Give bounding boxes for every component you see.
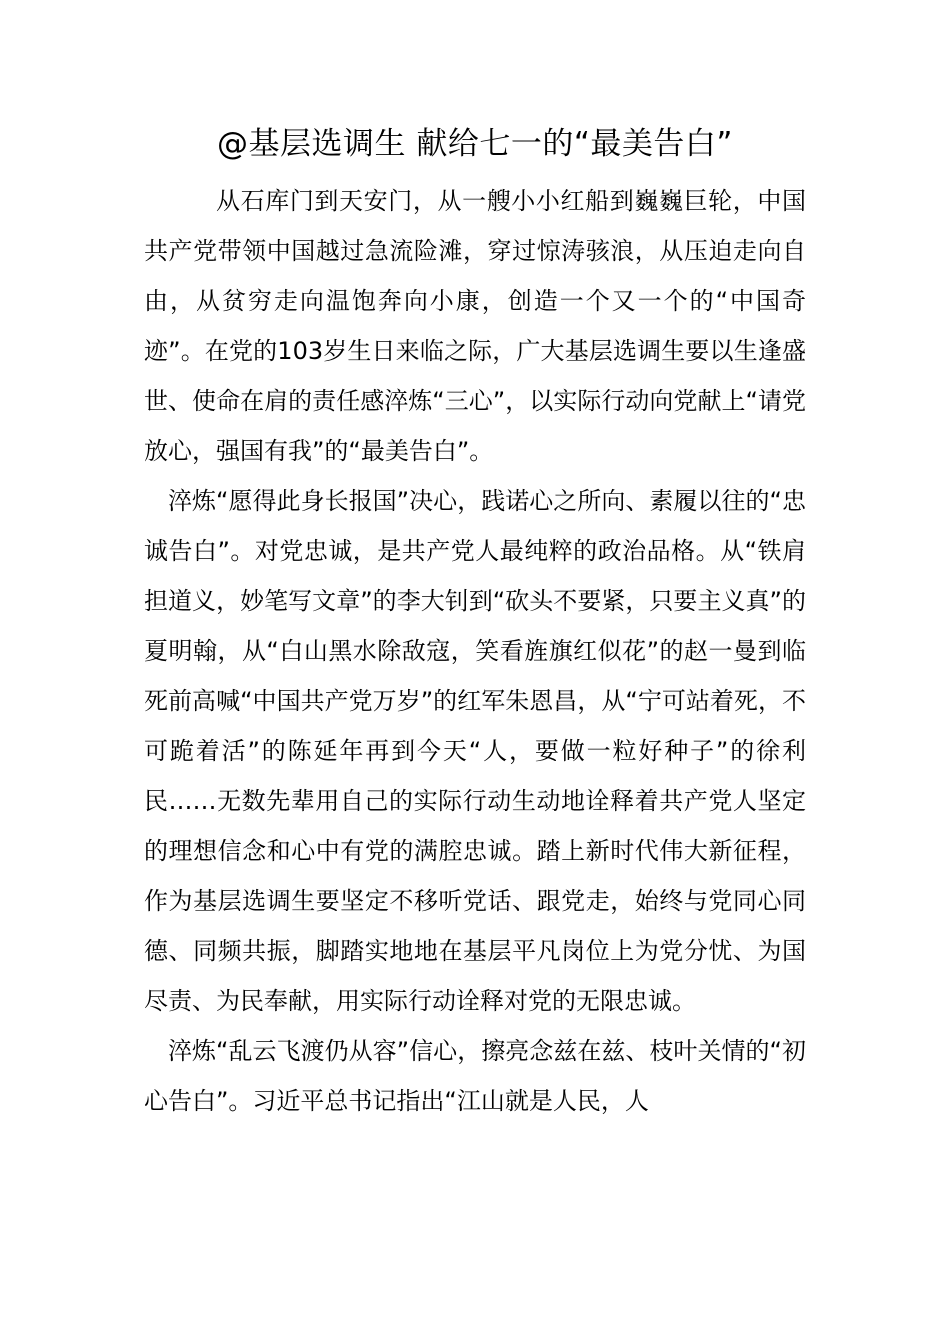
- document-title: @基层选调生 献给七一的“最美告白”: [217, 126, 733, 162]
- document-body: [144, 176, 806, 1126]
- paragraph-original-aspiration: 淬炼“乱云飞渡仍从容”信心，擦亮念兹在兹、枝叶关情的“初心告白”。习近平总书记指出“江山就是人民，人: [144, 1037, 806, 1115]
- paragraph-intro: 从石库门到天安门，从一艘小小红船到巍巍巨轮，中国共产党带领中国越过急流险滩，穿过惊涛骇浪，从压迫走向自由，从贫穷走向温饱奔向小康，创造一个又一个的“中国奇迹”。在党的103岁生日来临之际，广大基层选调生要以生逢盛世、使命在肩的责任感淬炼“三心”，以实际行动向党献上“请党放心，强国有我”的“最美告白”。: [144, 187, 806, 465]
- paragraph-loyalty: 淬炼“愿得此身长报国”决心，践诺心之所向、素履以往的“忠诚告白”。对党忠诚，是共产党人最纯粹的政治品格。从“铁肩担道义，妙笔写文章”的李大钊到“砍头不要紧，只要主义真”的夏明翰，从“白山黑水除敌寇，笑看旌旗红似花”的赵一曼到临死前高喊“中国共产党万岁”的红军朱恩昌，从“宁可站着死，不可跪着活”的陈延年再到今天“人，要做一粒好种子”的徐利民……无数先辈用自己的实际行动生动地诠释着共产党人坚定的理想信念和心中有党的满腔忠诚。踏上新时代伟大新征程，作为基层选调生要坚定不移听党话、跟党走，始终与党同心同德、同频共振，脚踏实地地在基层平凡岗位上为党分忧、为国尽责、为民奉献，用实际行动诠释对党的无限忠诚。: [144, 487, 806, 1015]
